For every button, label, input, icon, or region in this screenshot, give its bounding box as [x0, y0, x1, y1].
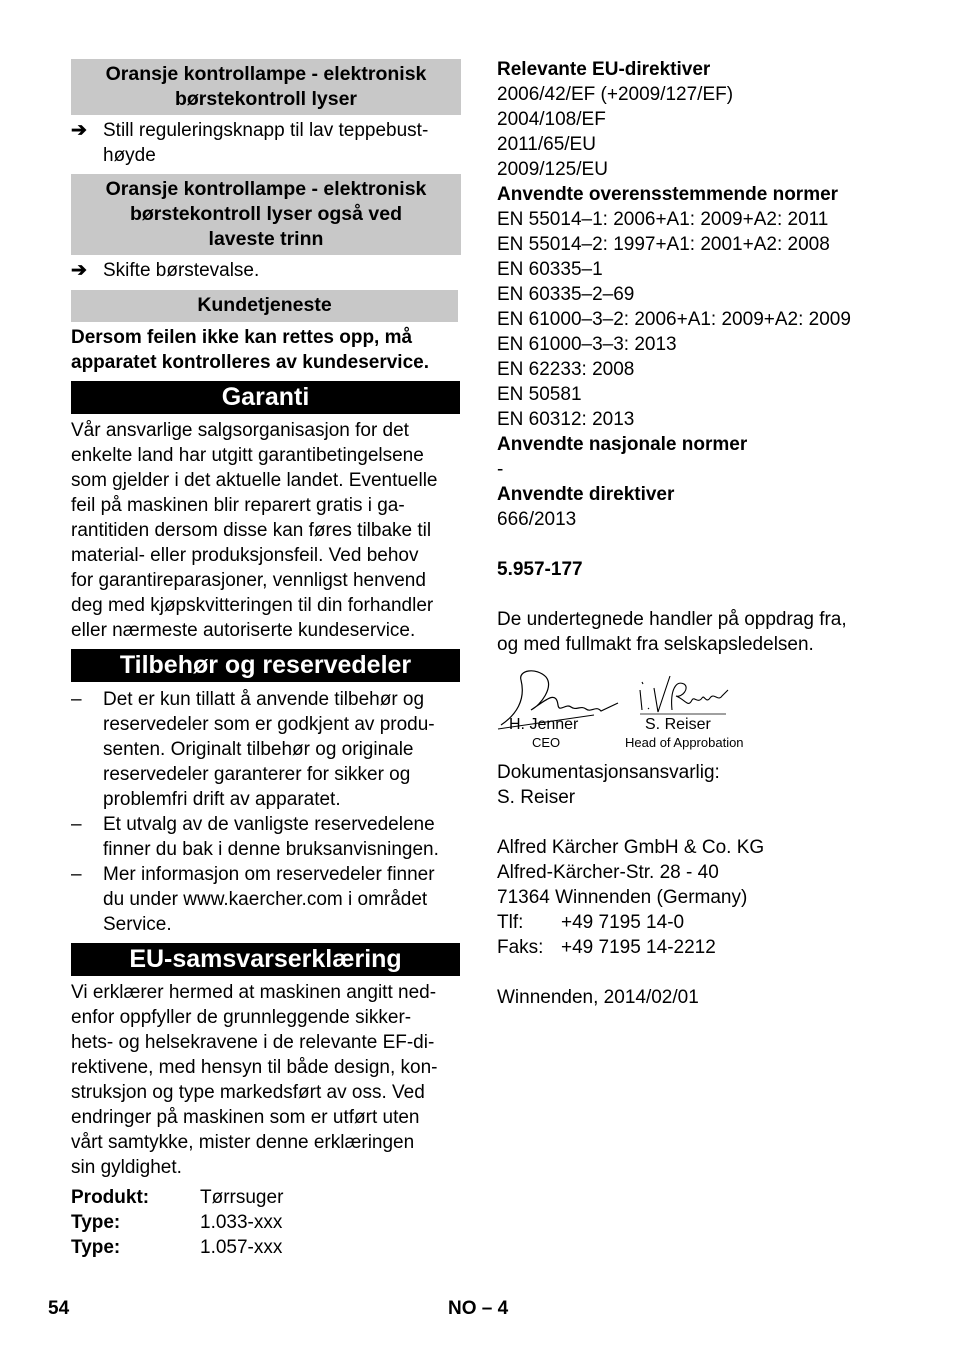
text-line: senten. Originalt tilbehør og originale: [103, 739, 414, 760]
fax-value: +49 7195 14-2212: [561, 937, 716, 958]
signer1-role: CEO: [532, 735, 561, 750]
signer2-role: Head of Approbation: [625, 735, 744, 750]
text-line: hets- og helsekravene i de relevante EF-di-: [71, 1032, 435, 1053]
section-code: NO – 4: [448, 1298, 509, 1319]
section-title: Tilbehør og reservedeler: [119, 651, 412, 679]
customer-service-notice: [71, 325, 466, 375]
norm-line: EN 61000–3–2: 2006+A1: 2009+A2: 2009: [497, 309, 851, 330]
text-line: problemfri drift av apparatet.: [103, 789, 341, 810]
right-arrow-icon: ➔: [71, 120, 87, 141]
text-line: Det er kun tillatt å anvende tilbehør og: [103, 689, 425, 710]
text-line: Service.: [103, 914, 172, 935]
text-line: som gjelder i det aktuelle landet. Eventuelle: [71, 470, 438, 491]
company-line: Alfred Kärcher GmbH & Co. KG: [497, 837, 765, 858]
norms-title: Anvendte overensstemmende normer: [497, 184, 839, 205]
section-title: Garanti: [221, 383, 310, 411]
text-line: for garantireparasjoner, vennligst henvend: [71, 570, 426, 591]
heading-line: Oransje kontrollampe - elektronisk: [105, 178, 427, 200]
doc-responsible: [497, 760, 897, 810]
company-line: 71364 Winnenden (Germany): [497, 887, 748, 908]
product-label: Type:: [71, 1237, 121, 1258]
text-line: eller nærmeste autoriserte kundeservice.: [71, 620, 416, 641]
notice-line: apparatet kontrolleres av kundeservice.: [71, 352, 429, 373]
directive-line: 2004/108/EF: [497, 109, 606, 130]
heading-orange-lamp-brush: [71, 59, 461, 115]
text-line: enkelte land har utgitt garantibetingelsene: [71, 445, 424, 466]
section-eu-declaration: [71, 943, 460, 976]
national-norms-title: Anvendte nasjonale normer: [497, 434, 748, 455]
phone-row: [497, 910, 897, 935]
product-value: 1.057-xxx: [200, 1237, 283, 1258]
section-garanti: [71, 381, 460, 414]
instruction-line: høyde: [103, 145, 156, 166]
text-line: Et utvalg av de vanligste reservedelene: [103, 814, 435, 835]
heading-line: laveste trinn: [208, 228, 324, 250]
company-address: [497, 835, 897, 910]
product-value: 1.033-xxx: [200, 1212, 283, 1233]
signer2-name: S. Reiser: [645, 716, 711, 733]
product-row: [71, 1185, 461, 1210]
text-line: reservedeler garanterer for sikker og: [103, 764, 411, 785]
place-date: Winnenden, 2014/02/01: [497, 987, 699, 1008]
text-line: struksjon og type markedsført av oss. Ved: [71, 1082, 425, 1103]
norm-line: EN 55014–1: 2006+A1: 2009+A2: 2011: [497, 209, 829, 230]
list-item: [71, 812, 466, 862]
applied-directives-value: 666/2013: [497, 509, 577, 530]
text-line: sin gyldighet.: [71, 1157, 182, 1178]
list-item: [71, 687, 466, 812]
norm-line: EN 55014–2: 1997+A1: 2001+A2: 2008: [497, 234, 830, 255]
fax-label: Faks:: [497, 937, 544, 958]
heading-customer-service: [71, 290, 458, 322]
instruction-line: Skifte børstevalse.: [103, 260, 260, 281]
text-line: finner du bak i denne bruksanvisningen.: [103, 839, 439, 860]
section-tilbehor: [71, 649, 460, 682]
norm-line: EN 61000–3–3: 2013: [497, 334, 677, 355]
text-line: endringer på maskinen som er utført uten: [71, 1107, 420, 1128]
text-line: feil på maskinen blir reparert gratis i ga-: [71, 495, 405, 516]
phone-value: +49 7195 14-0: [561, 912, 685, 933]
eu-directives-title: Relevante EU-direktiver: [497, 59, 711, 80]
text-line: vårt samtykke, mister denne erklæringen: [71, 1132, 415, 1153]
list-item: [71, 862, 466, 937]
norm-line: EN 60312: 2013: [497, 409, 635, 430]
norm-line: EN 60335–2–69: [497, 284, 635, 305]
text-line: du under www.kaercher.com i området: [103, 889, 428, 910]
dash-marker: –: [71, 814, 82, 835]
directive-line: 2011/65/EU: [497, 134, 596, 155]
fax-row: [497, 935, 897, 960]
signer1-name: H. Jenner: [509, 716, 579, 733]
dash-marker: –: [71, 689, 82, 710]
product-label: Type:: [71, 1212, 121, 1233]
product-label: Produkt:: [71, 1187, 150, 1208]
norm-line: EN 50581: [497, 384, 582, 405]
mandate-line: og med fullmakt fra selskapsledelsen.: [497, 634, 814, 655]
product-row: [71, 1235, 461, 1260]
text-line: enfor oppfyller de grunnleggende sikker-: [71, 1007, 412, 1028]
norm-line: EN 60335–1: [497, 259, 603, 280]
product-value: Tørrsuger: [200, 1187, 284, 1208]
heading-text: Oransje kontrollampe - elektronisk børstekontroll lyser: [105, 63, 427, 110]
applied-directives-title: Anvendte direktiver: [497, 484, 675, 505]
mandate-line: De undertegnede handler på oppdrag fra,: [497, 609, 847, 630]
garanti-paragraph: [71, 418, 466, 643]
eu-directives-block: [497, 57, 897, 657]
directive-line: 2006/42/EF (+2009/127/EF): [497, 84, 734, 105]
company-line: Alfred-Kärcher-Str. 28 - 40: [497, 862, 719, 883]
page-number: 54: [48, 1298, 70, 1319]
heading-text: Kundetjeneste: [197, 294, 332, 316]
norm-line: EN 62233: 2008: [497, 359, 635, 380]
text-line: Vi erklærer hermed at maskinen angitt ned-: [71, 982, 437, 1003]
instruction-item: [71, 118, 461, 168]
doc-resp-label: Dokumentasjonsansvarlig:: [497, 762, 720, 783]
text-line: rektivene, med hensyn til både design, kon-: [71, 1057, 438, 1078]
notice-line: Dersom feilen ikke kan rettes opp, må: [71, 327, 413, 348]
text-line: Vår ansvarlige salgsorganisasjon for det: [71, 420, 409, 441]
heading-orange-lamp-lowest: [71, 174, 461, 255]
text-line: material- eller produksjonsfeil. Ved behov: [71, 545, 419, 566]
product-row: [71, 1210, 461, 1235]
national-norms-value: -: [497, 459, 504, 480]
instruction-item: [71, 258, 461, 283]
text-line: reservedeler som er godkjent av produ-: [103, 714, 435, 735]
eu-paragraph: [71, 980, 466, 1180]
directive-line: 2009/125/EU: [497, 159, 608, 180]
phone-label: Tlf:: [497, 912, 524, 933]
text-line: rantitiden dersom disse kan føres tilbake til: [71, 520, 432, 541]
instruction-line: Still reguleringsknapp til lav teppebust-: [103, 120, 429, 141]
right-arrow-icon: ➔: [71, 260, 87, 281]
heading-line: børstekontroll lyser også ved: [129, 203, 402, 225]
signature-reiser-image: [636, 670, 736, 720]
text-line: deg med kjøpskvitteringen til din forhandler: [71, 595, 434, 616]
part-number: 5.957-177: [497, 559, 583, 580]
section-title: EU-samsvarserklæring: [129, 945, 402, 973]
doc-resp-name: S. Reiser: [497, 787, 576, 808]
dash-marker: –: [71, 864, 82, 885]
text-line: Mer informasjon om reservedeler finner: [103, 864, 435, 885]
